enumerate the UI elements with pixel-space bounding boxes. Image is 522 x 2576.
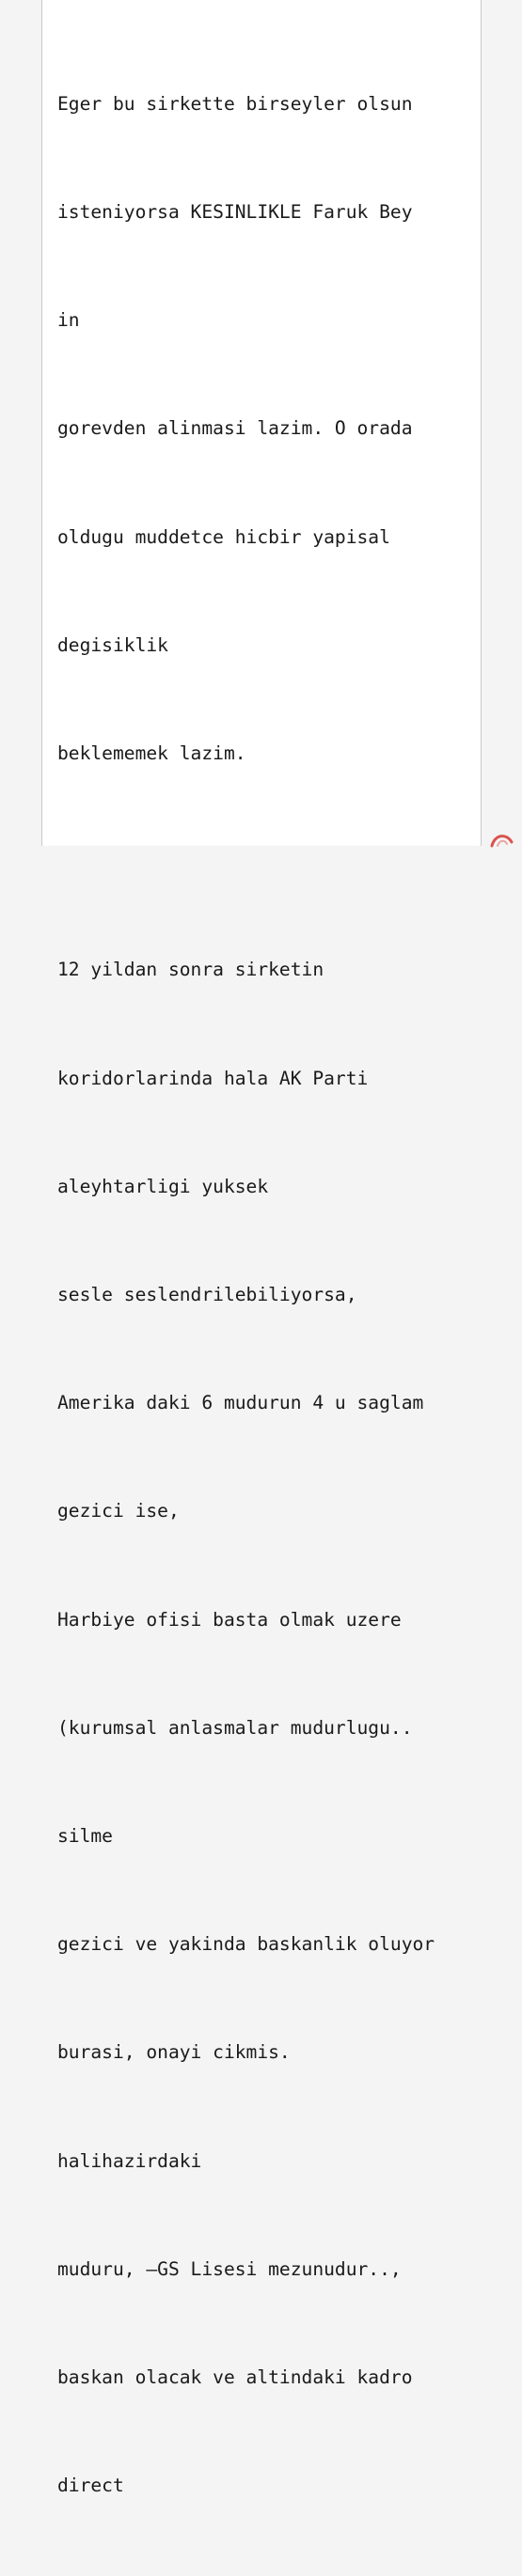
text-line: muduru, –GS Lisesi mezunudur.., bbox=[57, 2257, 402, 2280]
text-line: Amerika daki 6 mudurun 4 u saglam bbox=[57, 1392, 424, 1414]
text-line: degisiklik bbox=[57, 633, 168, 656]
text-line: gezici ise, bbox=[57, 1500, 180, 1522]
text-line: oldugu muddetce hicbir yapisal bbox=[57, 525, 390, 548]
text-line: in bbox=[57, 309, 80, 332]
text-line: Eger bu sirkette birseyler olsun bbox=[57, 92, 413, 115]
text-line: gezici ve yakinda baskanlik oluyor bbox=[57, 1933, 435, 1956]
document-page bbox=[41, 0, 482, 2497]
text-line: halihazirdaki bbox=[57, 2149, 202, 2172]
text-line: isteniyorsa KESINLIKLE Faruk Bey bbox=[57, 201, 413, 224]
text-line: koridorlarinda hala AK Parti bbox=[57, 1067, 369, 1089]
text-line: sesle seslendrilebiliyorsa, bbox=[57, 1284, 357, 1306]
blank-line bbox=[57, 844, 476, 880]
partial-logo-icon bbox=[489, 831, 514, 846]
text-line: burasi, onayi cikmis. bbox=[57, 2041, 291, 2064]
text-line: gorevden alinmasi lazim. O orada bbox=[57, 417, 413, 440]
text-line: direct bbox=[57, 2475, 124, 2497]
text-line: 12 yildan sonra sirketin bbox=[57, 959, 324, 981]
text-line: aleyhtarligi yuksek bbox=[57, 1175, 269, 1197]
text-line: Harbiye ofisi basta olmak uzere bbox=[57, 1608, 402, 1631]
text-line: (kurumsal anlasmalar mudurlugu.. bbox=[57, 1716, 413, 1739]
text-line: baskan olacak ve altindaki kadro bbox=[57, 2366, 413, 2389]
email-body-text bbox=[57, 14, 476, 2576]
text-line: silme bbox=[57, 1825, 113, 1848]
text-line: beklememek lazim. bbox=[57, 742, 246, 765]
